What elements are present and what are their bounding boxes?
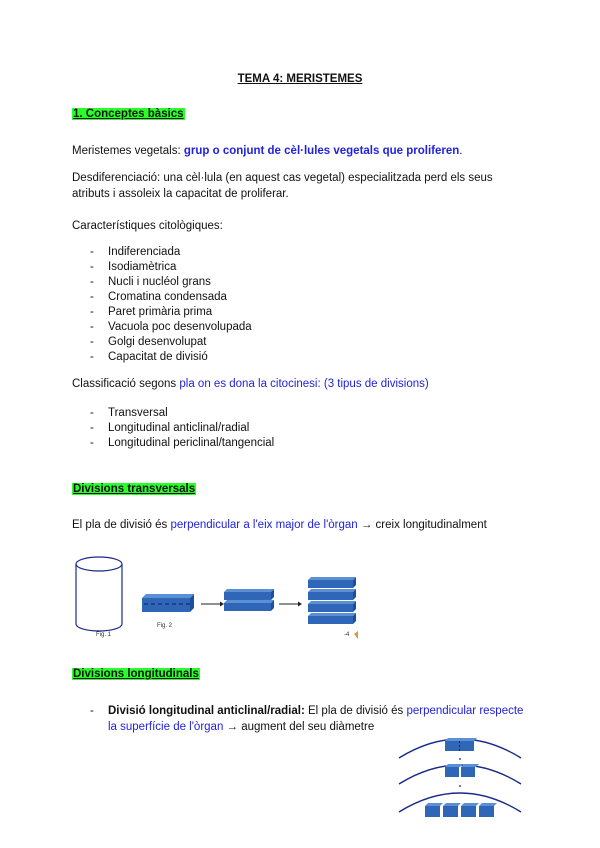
anticlinal-division-figure: [395, 728, 525, 820]
desdiferenciacio-paragraph: Desdiferenciació: una cèl·lula (en aquest cas vegetal) especialitzada perd els seus atributs i assoleix la capacitat de proliferar.: [72, 172, 493, 200]
section-heading-transversals: Divisions transversals: [73, 483, 196, 495]
list-item: - Longitudinal periclinal/tangencial: [90, 436, 274, 451]
section-heading-conceptes: 1. Conceptes bàsics: [73, 108, 184, 120]
list-item: - Cromatina condensada: [90, 290, 252, 305]
classificacio-paragraph: Classificació segons pla on es dona la citocinesi: (3 tipus de divisions): [72, 378, 429, 390]
list-item: - Transversal: [90, 406, 274, 421]
transverse-division-figure: [70, 552, 380, 647]
classificacio-list: [90, 406, 274, 451]
arrow-head-icon: [298, 602, 302, 607]
caracteristiques-label: Característiques citològiques:: [72, 220, 223, 232]
page-title: TEMA 4: MERISTEMES: [237, 73, 363, 85]
meristemes-paragraph: Meristemes vegetals: grup o conjunt de cèl·lules vegetals que proliferen.: [72, 145, 463, 157]
speaker-icon: [354, 631, 358, 639]
cell-single: [142, 594, 194, 612]
list-item: - Nucli i nucléol grans: [90, 275, 252, 290]
arrow-head-icon: [220, 602, 224, 607]
list-item: - Vacuola poc desenvolupada: [90, 320, 252, 335]
fig-mark: -4: [344, 632, 350, 638]
organ-surface-arc: [399, 793, 521, 812]
list-item: - Golgi desenvolupat: [90, 335, 252, 350]
cell-two: [224, 589, 274, 611]
list-item: - Capacitat de divisió: [90, 350, 252, 365]
caracteristiques-list: [90, 245, 252, 365]
fig2-caption: Fig. 2: [157, 623, 173, 629]
cell-stage-3: [425, 803, 497, 817]
list-item: - Indiferenciada: [90, 245, 252, 260]
cell-four: [308, 577, 356, 624]
section-heading-longitudinals: Divisions longitudinals: [73, 668, 199, 680]
cell-stage-1: [445, 738, 477, 751]
list-item: - Longitudinal anticlinal/radial: [90, 421, 274, 436]
list-item: - Paret primària prima: [90, 305, 252, 320]
list-item: - Isodiamètrica: [90, 260, 252, 275]
transversals-paragraph: El pla de divisió és perpendicular a l'eix major de l'òrgan → creix longitudinalment: [72, 519, 487, 531]
cell-stage-2: [445, 764, 479, 777]
organ-surface-arc: [399, 765, 521, 784]
cylinder-diagram: [76, 557, 122, 631]
anticlinal-item: - Divisió longitudinal anticlinal/radial: El pla de divisió és perpendicular respecte la superfície de l'òrgan → augment del seu diàmetre: [90, 705, 524, 733]
fig1-caption: Fig. 1: [96, 632, 112, 638]
